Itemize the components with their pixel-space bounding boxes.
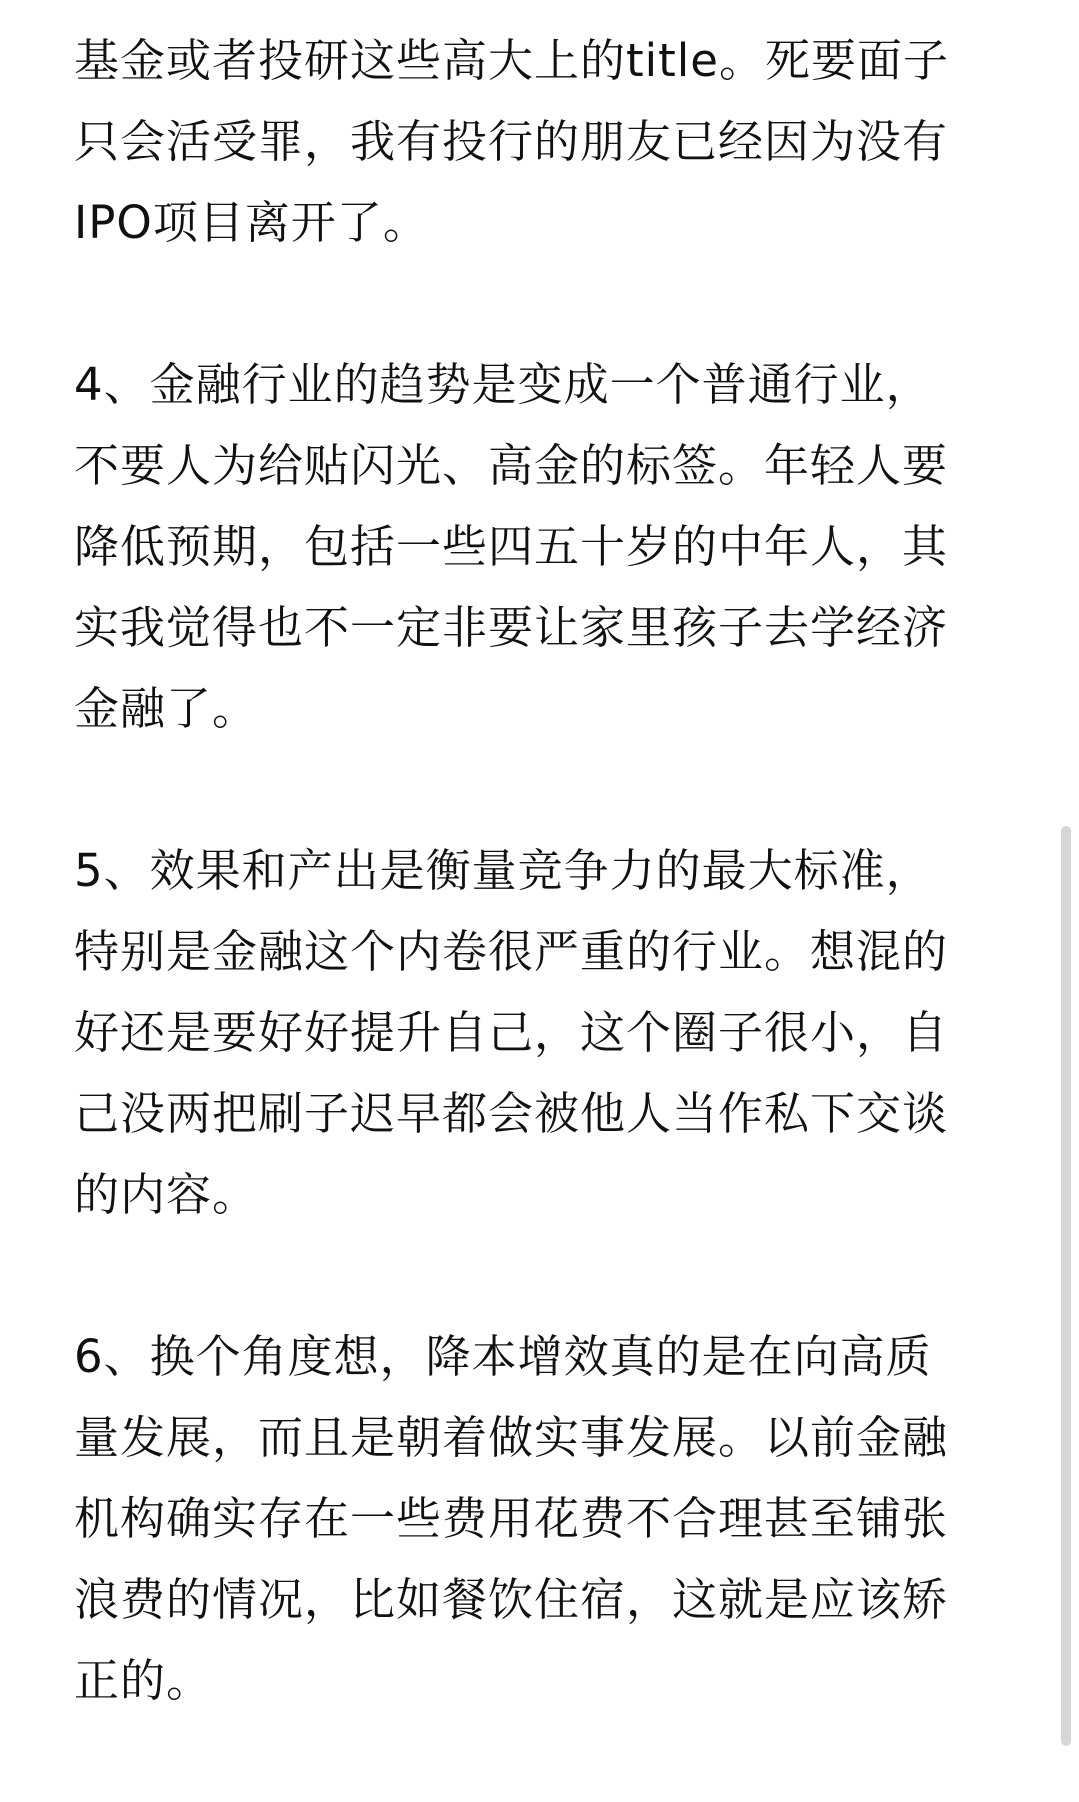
paragraph-3-continued [74,20,994,263]
text-line: 实我觉得也不一定非要让家里孩子去学经济 [74,601,949,654]
article-body [74,20,994,1802]
paragraph-5 [74,830,994,1235]
text-line: 不要人为给贴闪光、高金的标签。年轻人要 [74,439,949,492]
text-line: 金融了。 [74,682,259,735]
text-line: 4、金融行业的趋势是变成一个普通行业， [74,358,932,411]
text-line: 基金或者投研这些高大上的title。死要面子 [74,34,949,87]
text-line: 6、换个角度想，降本增效真的是在向高质 [74,1330,932,1383]
scrollbar-thumb[interactable] [1061,826,1071,1746]
scrollbar[interactable] [1057,0,1079,1732]
text-line: IPO项目离开了。 [74,196,429,249]
text-line: 浪费的情况，比如餐饮住宿，这就是应该矫 [74,1573,949,1626]
text-line: 己没两把刷子迟早都会被他人当作私下交谈 [74,1087,949,1140]
text-line: 降低预期，包括一些四五十岁的中年人，其 [74,520,949,573]
text-line: 量发展，而且是朝着做实事发展。以前金融 [74,1411,949,1464]
text-line: 特别是金融这个内卷很严重的行业。想混的 [74,925,949,978]
text-line: 好还是要好好提升自己，这个圈子很小，自 [74,1006,949,1059]
paragraph-6 [74,1316,994,1721]
paragraph-4 [74,344,994,749]
text-line: 5、效果和产出是衡量竞争力的最大标准， [74,844,932,897]
text-line: 的内容。 [74,1168,259,1221]
text-line: 只会活受罪，我有投行的朋友已经因为没有 [74,115,949,168]
text-line: 正的。 [74,1654,213,1707]
text-line: 机构确实存在一些费用花费不合理甚至铺张 [74,1492,949,1545]
